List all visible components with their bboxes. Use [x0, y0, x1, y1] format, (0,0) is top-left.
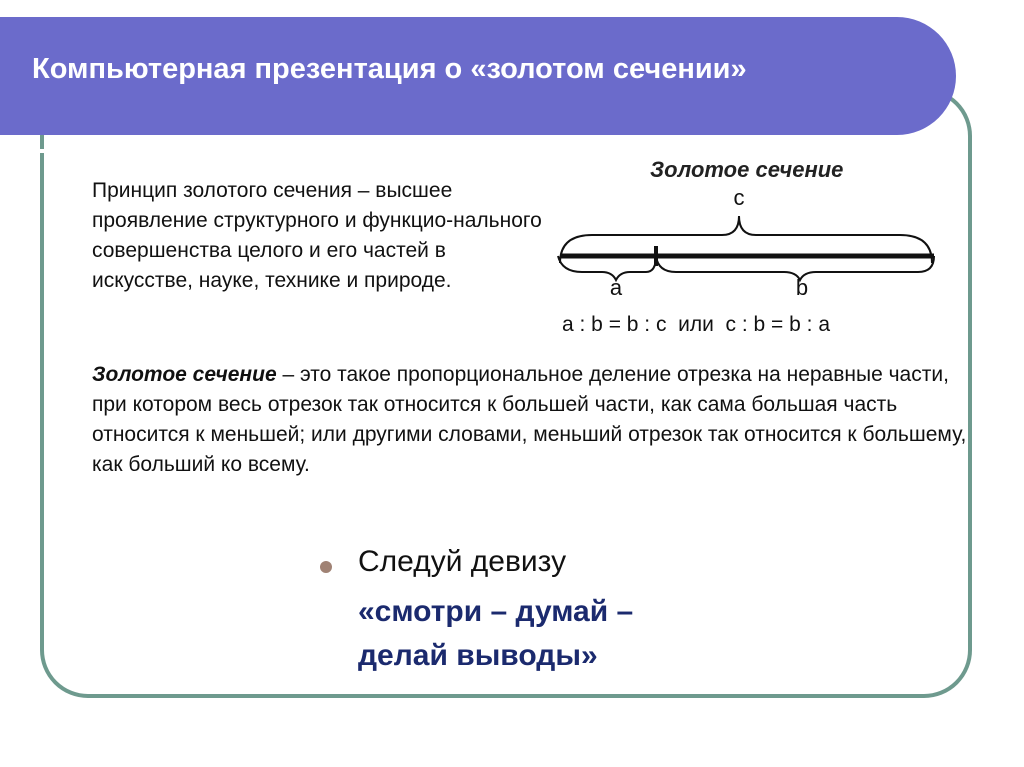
diagram-title: Золотое сечение — [650, 157, 844, 182]
proportion-formula: a : b = b : c или c : b = b : a — [562, 313, 831, 336]
principle-text: Принцип золотого сечения – высшее проявление структурного и функцио-нального совершенства целого и его частей в искусстве, науке, технике и природе. — [92, 179, 542, 292]
golden-section-diagram — [552, 180, 942, 310]
motto-quote: «смотри – думай – делай выводы» — [358, 595, 634, 672]
definition-paragraph — [92, 360, 972, 480]
definition-text: – это такое пропорциональное деление отрезка на неравные части, при котором весь отрезок так относится к большей части, как сама большая часть относится к меньшей; или другими словами, меньший отрезок так относится к большему, как больший ко всему. — [92, 363, 967, 476]
slide-title: Компьютерная презентация о «золотом сечении» — [32, 53, 747, 85]
title-bar — [0, 17, 956, 135]
definition-term: Золотое сечение — [92, 363, 277, 386]
bullet-icon — [320, 561, 332, 573]
label-c: c — [733, 185, 745, 210]
label-a: a — [609, 275, 623, 300]
label-b: b — [795, 275, 809, 300]
motto-lead: Следуй девизу — [358, 545, 567, 578]
title-divider — [0, 149, 906, 153]
brace-a — [558, 256, 656, 280]
